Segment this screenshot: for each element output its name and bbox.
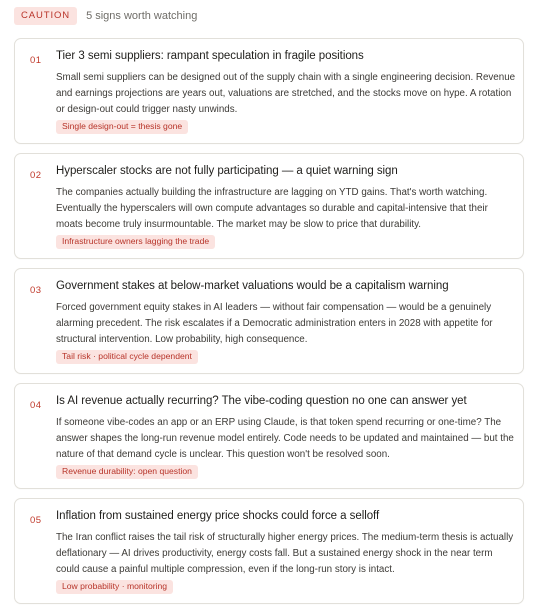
sign-description: The companies actually building the infrastructure are lagging on YTD gains. That's worth watching. Eventually the hyperscalers will own compute advantages so durable and capital-intensive that their moats become truly insurmountable. The market may be slow to price that durability. xyxy=(56,187,488,230)
sign-title: Hyperscaler stocks are not fully participating — a quiet warning sign xyxy=(56,165,398,177)
sign-card-2 xyxy=(14,153,524,259)
sign-description: If someone vibe-codes an app or an ERP using Claude, is that token spend recurring or one-time? The answer shapes the long-run revenue model entirely. Code needs to be updated and maintained — but the nature of that demand cycle is unclear. This question won't be resolved soon. xyxy=(56,417,514,460)
section-header xyxy=(14,6,197,26)
sign-number: 04 xyxy=(30,400,42,411)
sign-number: 01 xyxy=(30,55,42,66)
sign-title: Tier 3 semi suppliers: rampant speculation in fragile positions xyxy=(56,50,364,62)
sign-title: Government stakes at below-market valuations would be a capitalism warning xyxy=(56,280,449,292)
sign-tag: Single design-out = thesis gone xyxy=(56,120,188,134)
sign-number: 05 xyxy=(30,515,42,526)
sign-number: 02 xyxy=(30,170,42,181)
sign-card-5 xyxy=(14,498,524,604)
sign-number: 03 xyxy=(30,285,42,296)
sign-description: The Iran conflict raises the tail risk of structurally higher energy prices. The medium-term thesis is actually deflationary — AI drives productivity, energy costs fall. But a sustained energy shock in the near term could cause a painful multiple compression, even if the long-run story is intact. xyxy=(56,532,514,575)
sign-card-4 xyxy=(14,383,524,489)
sign-title: Inflation from sustained energy price shocks could force a selloff xyxy=(56,510,380,522)
sign-description: Forced government equity stakes in AI leaders — without fair compensation — would be a genuinely alarming precedent. The risk escalates if a Democratic administration enters in 2028 with appetite for structural intervention. Low probability, high consequence. xyxy=(56,302,493,345)
sign-title: Is AI revenue actually recurring? The vibe-coding question no one can answer yet xyxy=(56,395,467,407)
sign-tag: Infrastructure owners lagging the trade xyxy=(56,235,215,249)
signs-list xyxy=(14,38,524,613)
sign-tag: Low probability · monitoring xyxy=(56,580,173,594)
section-title: 5 signs worth watching xyxy=(86,10,198,22)
sign-tag: Tail risk · political cycle dependent xyxy=(56,350,198,364)
sign-card-3 xyxy=(14,268,524,374)
sign-tag: Revenue durability: open question xyxy=(56,465,198,479)
sign-card-1 xyxy=(14,38,524,144)
caution-badge: CAUTION xyxy=(14,7,77,25)
sign-description: Small semi suppliers can be designed out of the supply chain with a single engineering decision. Revenue and earnings projections are years out, valuations are stretched, and the stocks move on hype. A rotation or design-out could trigger nasty unwinds. xyxy=(56,72,516,115)
